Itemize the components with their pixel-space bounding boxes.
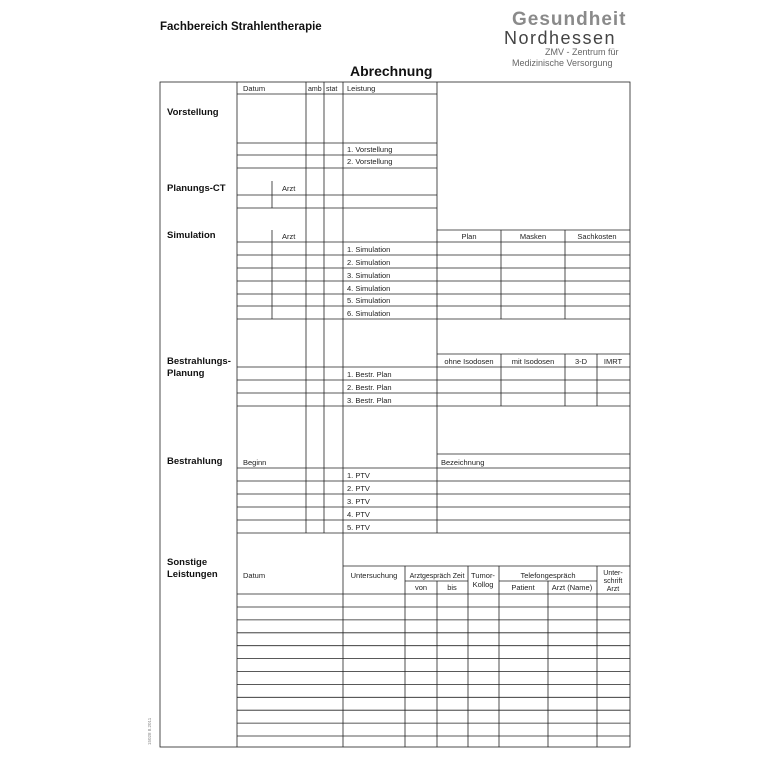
row-vorstellung-1: 1. Vorstellung (347, 145, 393, 154)
form-code: 15028 8.2011 (147, 717, 152, 745)
row-ptv-5: 5. PTV (347, 523, 370, 532)
sonstige-kollog: Kollog (472, 580, 494, 589)
section-planungs-ct: Planungs-CT (167, 183, 226, 194)
row-simulation-4: 4. Simulation (347, 284, 391, 293)
sonstige-untersuchung: Untersuchung (350, 571, 398, 580)
row-simulation-1: 1. Simulation (347, 245, 391, 254)
logo-line-1: Gesundheit (512, 9, 627, 30)
section-leistungen: Leistungen (167, 569, 218, 580)
row-ptv-4: 4. PTV (347, 510, 370, 519)
sonstige-arzt-name: Arzt (Name) (551, 583, 593, 592)
arzt-label-sim: Arzt (282, 232, 296, 241)
form-grid-lines (160, 82, 630, 747)
plan-header-mit-isodosen: mit Isodosen (511, 357, 555, 366)
row-plan-1: 1. Bestr. Plan (347, 370, 392, 379)
col-amb: amb (308, 86, 322, 93)
plan-header-3d: 3-D (574, 357, 588, 366)
section-sonstige: Sonstige (167, 557, 208, 568)
col-leistung: Leistung (347, 84, 376, 93)
logo-line-2: Nordhessen (504, 28, 617, 48)
sonstige-datum: Datum (243, 571, 266, 580)
col-stat: stat (326, 86, 338, 93)
sim-header-sachkosten: Sachkosten (577, 232, 617, 241)
logo-line-4: Medizinische Versorgung (512, 58, 613, 68)
sonstige-rows (237, 607, 630, 736)
section-bestrahlungs-planung-2: Planung (167, 368, 205, 379)
row-ptv-3: 3. PTV (347, 497, 370, 506)
sonstige-bis: bis (447, 583, 457, 592)
row-simulation-3: 3. Simulation (347, 271, 391, 280)
form-title: Abrechnung (350, 63, 433, 79)
row-plan-3: 3. Bestr. Plan (347, 396, 392, 405)
col-datum: Datum (243, 84, 266, 93)
row-ptv-2: 2. PTV (347, 484, 370, 493)
sonstige-telefon: Telefongespräch (520, 571, 576, 580)
row-simulation-6: 6. Simulation (347, 309, 391, 318)
row-simulation-2: 2. Simulation (347, 258, 391, 267)
logo-line-3: ZMV - Zentrum für (545, 47, 619, 57)
sonstige-arztgespraech: Arztgespräch Zeit (409, 573, 465, 580)
plan-header-ohne-isodosen: ohne Isodosen (444, 357, 494, 366)
sonstige-unter: Unter- (603, 570, 623, 577)
section-vorstellung: Vorstellung (167, 107, 219, 118)
bestrahlung-beginn: Beginn (243, 458, 267, 467)
sonstige-patient: Patient (511, 583, 535, 592)
bestrahlung-bezeichnung: Bezeichnung (441, 458, 485, 467)
sonstige-arzt: Arzt (606, 586, 620, 593)
section-bestrahlungs-planung: Bestrahlungs- (167, 356, 231, 367)
sonstige-tumor: Tumor- (471, 571, 495, 580)
sim-header-masken: Masken (519, 232, 547, 241)
section-simulation: Simulation (167, 230, 216, 241)
row-simulation-5: 5. Simulation (347, 296, 391, 305)
row-vorstellung-2: 2. Vorstellung (347, 157, 393, 166)
sonstige-von: von (414, 583, 428, 592)
sim-header-plan: Plan (461, 232, 477, 241)
row-plan-2: 2. Bestr. Plan (347, 383, 392, 392)
arzt-label-ct: Arzt (282, 184, 296, 193)
sonstige-schrift: schrift (603, 578, 623, 585)
section-bestrahlung: Bestrahlung (167, 456, 223, 467)
plan-header-imrt: IMRT (603, 357, 623, 366)
department-title: Fachbereich Strahlentherapie (160, 21, 322, 33)
row-ptv-1: 1. PTV (347, 471, 370, 480)
